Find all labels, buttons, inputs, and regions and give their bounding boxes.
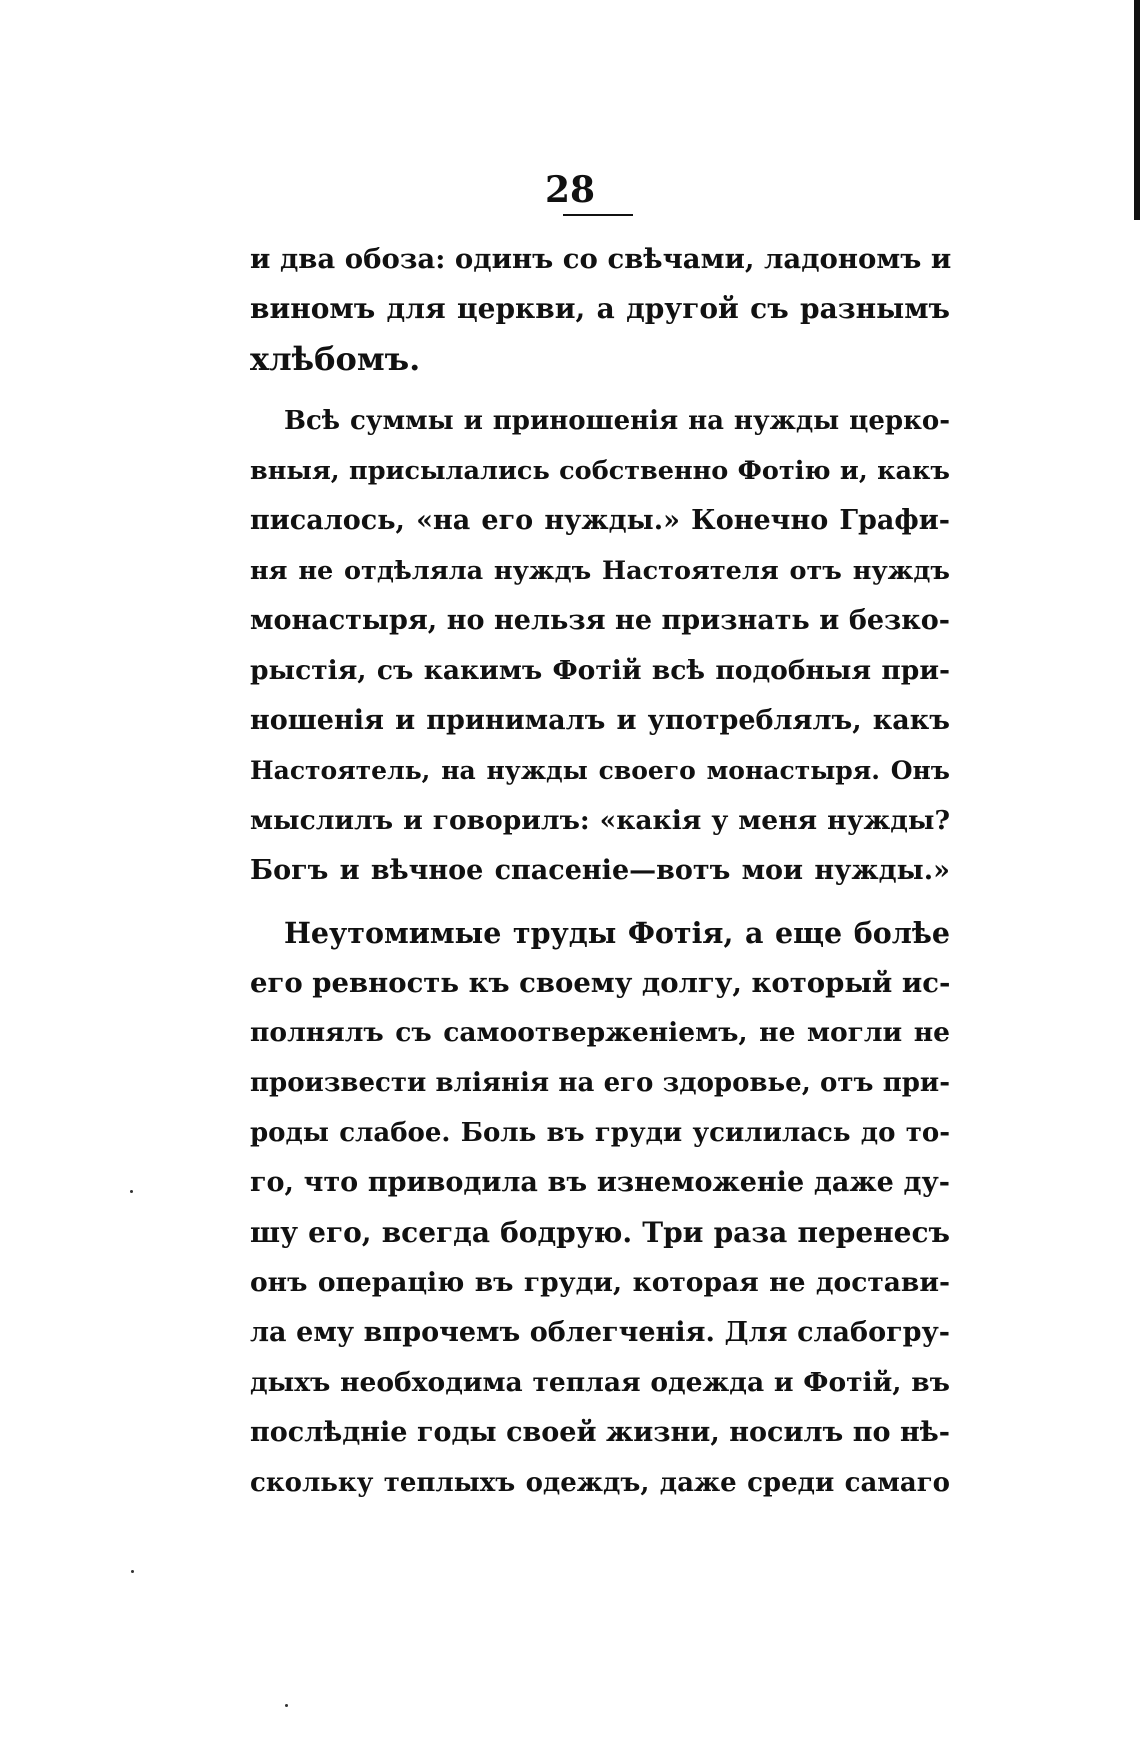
paragraph xyxy=(250,908,950,1508)
body-text xyxy=(250,234,950,1508)
text-line: онъ операцію въ груди, которая не достави- xyxy=(250,1267,950,1298)
text-line: роды слабое. Боль въ груди усилилась до то- xyxy=(250,1118,950,1148)
text-line: ла ему впрочемъ облегченія. Для слабогру- xyxy=(250,1317,950,1348)
text-line: его ревность къ своему долгу, который ис- xyxy=(250,967,951,999)
text-line: и два обоза: одинъ со свѣчами, ладономъ и xyxy=(250,243,952,275)
paragraph xyxy=(250,234,950,384)
text-line: Всѣ суммы и приношенія на нужды церко- xyxy=(284,406,950,436)
text-line: дыхъ необходима теплая одежда и Фотій, въ xyxy=(250,1367,950,1398)
text-line: ня не отдѣляла нуждъ Настоятеля отъ нуждъ xyxy=(250,556,950,586)
text-line: рыстія, съ какимъ Фотій всѣ подобныя при- xyxy=(250,655,950,686)
text-line: писалось, «на его нужды.» Конечно Графи- xyxy=(250,505,950,536)
text-line: Настоятель, на нужды своего монастыря. Онъ xyxy=(250,756,950,785)
text-line: Неутомимые труды Фотія, а еще болѣе xyxy=(284,916,950,950)
text-line: шу его, всегда бодрую. Три раза перенесъ xyxy=(250,1216,950,1249)
paragraph xyxy=(250,396,950,896)
text-line: Богъ и вѣчное спасеніе—вотъ мои нужды.» xyxy=(250,855,950,886)
text-line: хлѣбомъ. xyxy=(250,340,421,378)
text-line: произвести вліянія на его здоровье, отъ при- xyxy=(250,1068,950,1098)
scan-speck xyxy=(130,1190,133,1193)
scan-speck xyxy=(131,1570,134,1573)
text-line: послѣдніе годы своей жизни, носилъ по нѣ- xyxy=(250,1417,950,1448)
text-line: монастыря, но нельзя не признать и безко- xyxy=(250,605,950,636)
text-line: ношенія и принималъ и употреблялъ, какъ xyxy=(250,705,950,736)
scan-speck xyxy=(285,1704,288,1707)
page-number-rule xyxy=(563,214,633,216)
text-line: го, что приводила въ изнеможеніе даже ду- xyxy=(250,1167,950,1198)
text-line: скольку теплыхъ одеждъ, даже среди самаго xyxy=(250,1468,950,1498)
text-line: виномъ для церкви, а другой съ разнымъ xyxy=(250,292,950,325)
page-number: 28 xyxy=(544,169,596,211)
text-line: мыслилъ и говорилъ: «какія у меня нужды? xyxy=(250,805,950,836)
text-line: полнялъ съ самоотверженіемъ, не могли не xyxy=(250,1017,950,1048)
text-line: вныя, присылались собственно Фотію и, какъ xyxy=(250,456,950,486)
